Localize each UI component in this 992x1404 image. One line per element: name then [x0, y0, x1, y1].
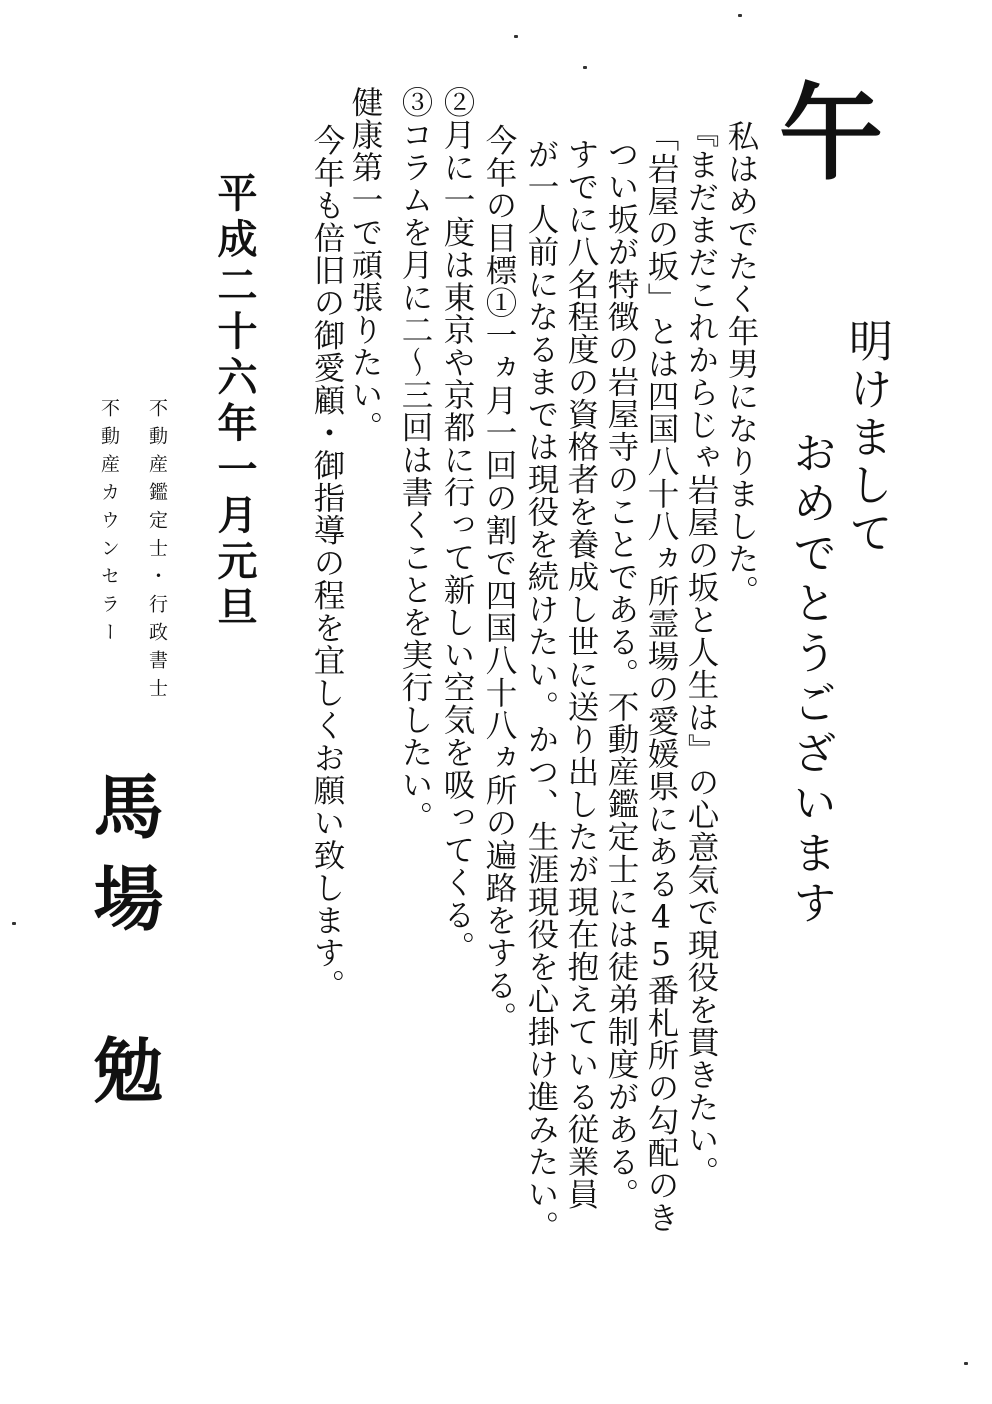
- body-line: 『まだまだこれからじゃ岩屋の坂と人生は』の心意気で現役を貫きたい。: [683, 116, 719, 1189]
- greeting-line-1: 明けまして: [841, 318, 892, 558]
- zodiac-character: 午: [761, 78, 884, 182]
- body-line: 今年の目標①一ヵ月一回の割で四国八十八ヵ所の遍路をする。: [481, 124, 517, 1034]
- scan-speck: [738, 14, 742, 17]
- greeting-line-2: おめでとうございます: [785, 430, 836, 930]
- body-line: ②月に一度は東京や京都に行って新しい空気を吸ってくる。: [439, 86, 475, 964]
- date-line: 平成二十六年一月元旦: [211, 172, 258, 632]
- name-given: 勉: [82, 1034, 165, 1104]
- body-line: すでに八名程度の資格者を養成し世に送り出したが現在抱えている従業員: [563, 138, 599, 1211]
- scan-speck: [514, 35, 518, 38]
- scan-speck: [12, 922, 16, 925]
- body-line: 健康第一で頑張りたい。: [347, 86, 383, 444]
- title-line-1: 不動産鑑定士・行政書士: [146, 398, 168, 706]
- body-line: が一人前になるまでは現役を続けたい。かつ、生涯現役を心掛け進みたい。: [523, 138, 559, 1243]
- body-line: つい坂が特徴の岩屋寺のことである。不動産鑑定士には徒弟制度がある。: [603, 138, 639, 1211]
- body-line: ③コラムを月に二～三回は書くことを実行したい。: [397, 86, 433, 834]
- name-family: 馬場: [82, 770, 165, 954]
- body-line: 「岩屋の坂」とは四国八十八ヵ所霊場の愛媛県にある45番札所の勾配のき: [643, 120, 679, 1234]
- title-line-2: 不動産カウンセラー: [98, 398, 120, 650]
- body-line: 私はめでたく年男になりました。: [723, 120, 759, 608]
- body-line: 今年も倍旧の御愛顧・御指導の程を宜しくお願い致します。: [309, 124, 345, 1002]
- scan-speck: [583, 66, 587, 69]
- scan-speck: [964, 1362, 968, 1365]
